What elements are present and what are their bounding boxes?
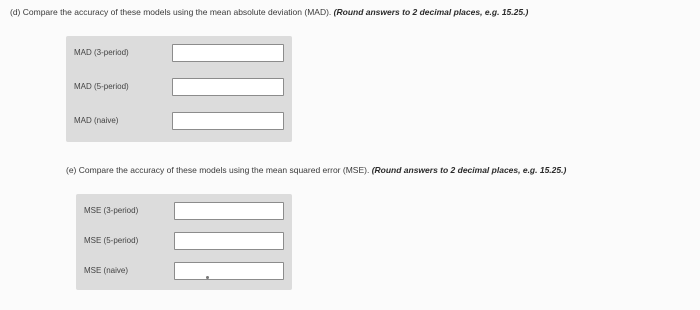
mse-naive-row: [76, 256, 292, 288]
part-e-prompt: [66, 165, 566, 175]
part-e-question: (e) Compare the accuracy of these models using the mean squared error (MSE).: [66, 165, 370, 175]
mad-answer-panel: [66, 36, 292, 142]
mad-3-period-row: [66, 38, 292, 72]
mad-naive-row: [66, 106, 292, 140]
mad-5-period-label: MAD (5-period): [74, 82, 129, 91]
mad-5-period-input[interactable]: [172, 78, 284, 96]
mse-naive-input[interactable]: [174, 262, 284, 280]
mse-5-period-input[interactable]: [174, 232, 284, 250]
mad-3-period-label: MAD (3-period): [74, 48, 129, 57]
part-d-question: (d) Compare the accuracy of these models using the mean absolute deviation (MAD).: [10, 7, 332, 17]
part-d-instruction: (Round answers to 2 decimal places, e.g. 15.25.): [333, 7, 529, 17]
mse-3-period-input[interactable]: [174, 202, 284, 220]
mad-naive-input[interactable]: [172, 112, 284, 130]
mad-3-period-input[interactable]: [172, 44, 284, 62]
mse-3-period-label: MSE (3-period): [84, 206, 139, 215]
mad-5-period-row: [66, 72, 292, 106]
mse-answer-panel: [76, 194, 292, 290]
part-d-prompt: [10, 7, 528, 17]
mse-naive-label: MSE (naive): [84, 266, 129, 275]
mouse-cursor-dot: [206, 276, 209, 279]
mse-5-period-label: MSE (5-period): [84, 236, 139, 245]
mad-naive-label: MAD (naive): [74, 116, 119, 125]
mse-5-period-row: [76, 226, 292, 258]
part-e-instruction: (Round answers to 2 decimal places, e.g. 15.25.): [371, 165, 567, 175]
mse-3-period-row: [76, 196, 292, 228]
